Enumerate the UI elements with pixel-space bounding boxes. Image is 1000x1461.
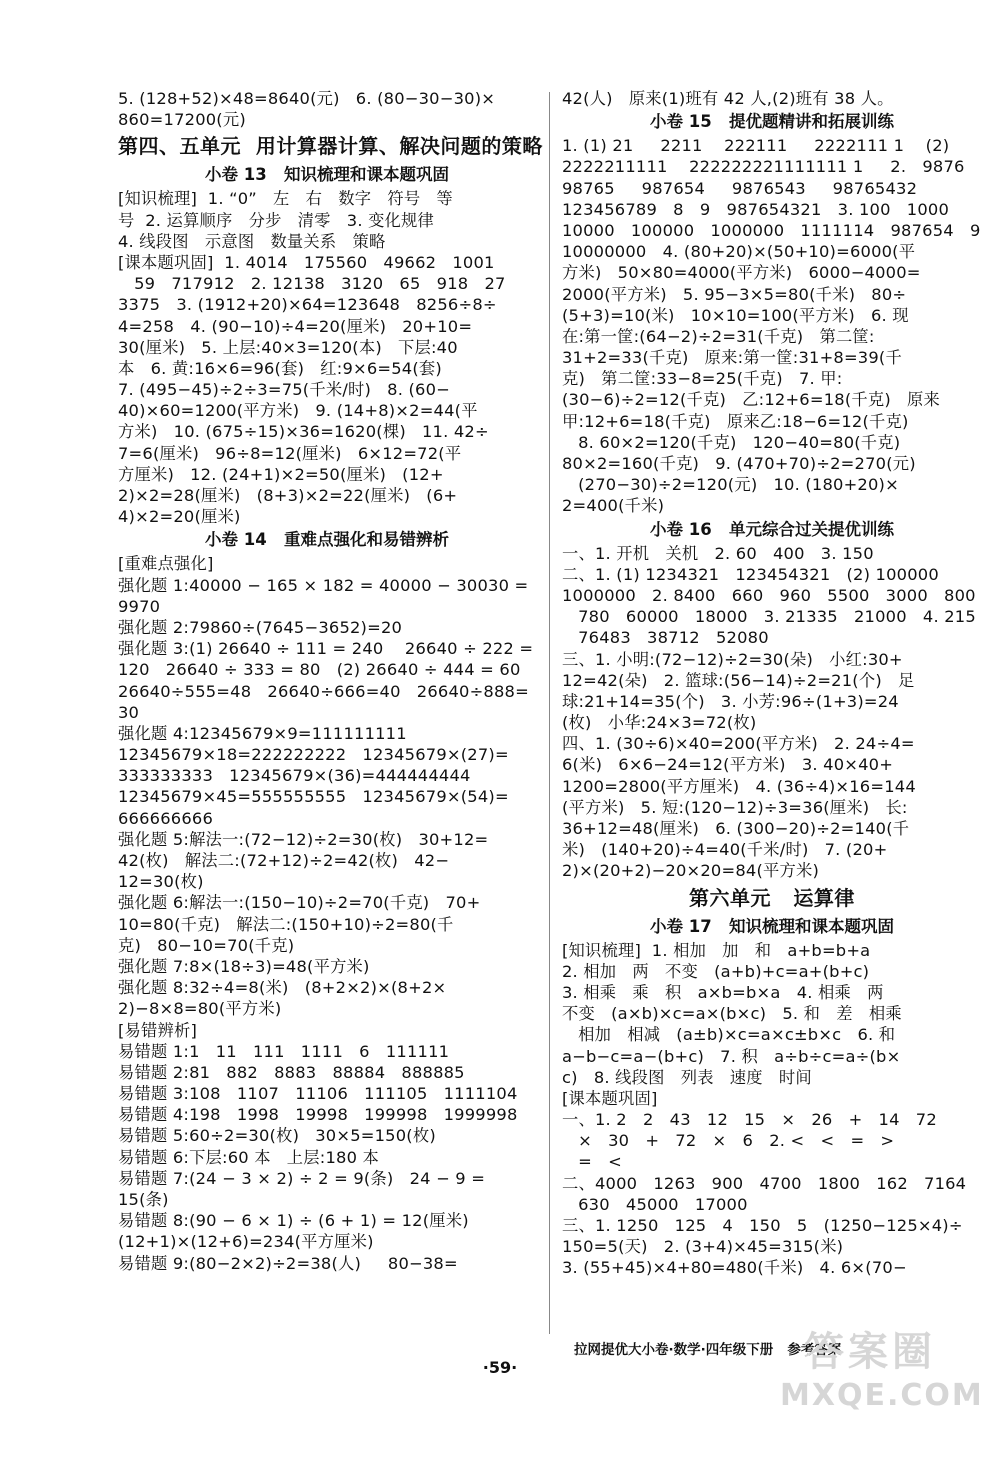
- right-column: [562, 88, 982, 1279]
- answer-line: 3. 相乘 乘 积 a×b=b×a 4. 相乘 两: [562, 982, 884, 1002]
- answer-line: 6(米) 6×6−24=12(平方米) 3. 40×40+: [562, 755, 894, 775]
- answer-line: (12+1)×(12+6)=234(平方厘米): [118, 1232, 374, 1252]
- page-number: ·59·: [482, 1358, 518, 1377]
- answer-line: 强化题 6:解法一:(150−10)÷2=70(千克) 70+: [118, 893, 481, 913]
- answer-line: 12=42(朵) 2. 篮球:(56−14)÷2=21(个) 足: [562, 670, 915, 690]
- answer-line: [知识梳理] 1. 相加 加 和 a+b=b+a: [562, 940, 871, 960]
- answer-line: 强化题 3:(1) 26640 ÷ 111 = 240 26640 ÷ 222 =: [118, 639, 534, 659]
- answer-line: 3375 3. (1912+20)×64=123648 8256÷8÷: [118, 295, 497, 315]
- answer-line: 42(枚) 解法二:(72+12)÷2=42(枚) 42−: [118, 851, 450, 870]
- answer-line: (270−30)÷2=120(元) 10. (180+20)×: [562, 475, 899, 495]
- answer-line: 2222211111 222222221111111 1 2. 9876: [562, 157, 965, 177]
- answer-line: 强化题 4:12345679×9=111111111: [118, 723, 407, 743]
- answer-line: 80×2=160(千克) 9. (470+70)÷2=270(元): [562, 454, 916, 473]
- answer-line: 二、1. (1) 1234321 123454321 (2) 100000: [562, 564, 939, 584]
- answer-line: 2)−8×8=80(平方米): [118, 999, 282, 1019]
- answer-line: 米) (140+20)÷4=40(千米/时) 7. (20+: [562, 840, 888, 860]
- answer-line: (5+3)=10(米) 10×10=100(平方米) 6. 现: [562, 305, 909, 325]
- answer-line: 易错题 9:(80−2×2)÷2=38(人) 80−38=: [118, 1253, 458, 1273]
- answer-line: 易错题 1:1 11 111 1111 6 111111: [118, 1041, 450, 1061]
- answer-line: 5. (128+52)×48=8640(元) 6. (80−30−30)×: [118, 89, 496, 108]
- answer-line: 方厘米) 12. (24+1)×2=50(厘米) (12+: [118, 464, 444, 484]
- answer-line: 15(条): [118, 1190, 169, 1209]
- answer-line: 4=258 4. (90−10)÷4=20(厘米) 20+10=: [118, 316, 473, 336]
- answer-line: a−b−c=a−(b+c) 7. 积 a÷b÷c=a÷(b×: [562, 1046, 901, 1066]
- answer-line: 方米) 10. (675÷15)×36=1620(棵) 11. 42÷: [118, 422, 489, 442]
- answer-line: 10000 100000 1000000 1111114 987654 9: [562, 220, 981, 240]
- answer-line: c) 8. 线段图 列表 速度 时间: [562, 1067, 812, 1087]
- answer-line: 123456789 8 9 987654321 3. 100 1000: [562, 199, 950, 219]
- answer-line: 40)×60=1200(平方米) 9. (14+8)×2=44(平: [118, 401, 478, 421]
- answer-line: 1200=2800(平方厘米) 4. (36÷4)×16=144: [562, 776, 916, 796]
- answer-line: 强化题 1:40000 − 165 × 182 = 40000 − 30030 =: [118, 575, 529, 595]
- answer-line: 30(厘米) 5. 上层:40×3=120(本) 下层:40: [118, 337, 458, 357]
- answer-line: 36+12=48(厘米) 6. (300−20)÷2=140(千: [562, 819, 910, 838]
- answer-line: × 30 + 72 × 6 2. < < = >: [562, 1131, 895, 1151]
- answer-line: 易错题 4:198 1998 19998 199998 1999998: [118, 1105, 518, 1125]
- answer-line: 甲:12+6=18(千克) 原来乙:18−6=12(千克): [562, 411, 909, 431]
- section-heading: 小卷 15 提优题精讲和拓展训练: [650, 112, 894, 132]
- answer-line: 克) 第二筐:33−8=25(千克) 7. 甲:: [562, 369, 843, 389]
- answer-line: 强化题 7:8×(18÷3)=48(平方米): [118, 956, 370, 976]
- answer-line: [重难点强化]: [118, 554, 214, 574]
- answer-line: 2. 相加 两 不变 (a+b)+c=a+(b+c): [562, 961, 870, 981]
- answer-line: 4. 线段图 示意图 数量关系 策略: [118, 231, 386, 251]
- answer-line: 7=6(厘米) 96÷8=12(厘米) 6×12=72(平: [118, 443, 462, 463]
- answer-line: 易错题 5:60÷2=30(枚) 30×5=150(枚): [118, 1126, 436, 1146]
- answer-line: 球:21+14=35(个) 3. 小芳:96÷(1+3)=24: [562, 691, 899, 711]
- answer-line: 3. (55+45)×4+80=480(千米) 4. 6×(70−: [562, 1258, 907, 1278]
- answer-line: 2)×2=28(厘米) (8+3)×2=22(厘米) (6+: [118, 486, 458, 505]
- answer-line: 7. (495−45)÷2÷3=75(千米/时) 8. (60−: [118, 380, 450, 400]
- answer-line: 120 26640 ÷ 333 = 80 (2) 26640 ÷ 444 = 60: [118, 660, 521, 680]
- section-heading: 小卷 14 重难点强化和易错辨析: [205, 530, 449, 550]
- answer-line: 四、1. (30÷6)×40=200(平方米) 2. 24÷4=: [562, 734, 915, 754]
- section-heading: 小卷 17 知识梳理和课本题巩固: [650, 916, 894, 936]
- answer-line: 克) 80−10=70(千克): [118, 935, 295, 955]
- answer-line: [课本题巩固]: [562, 1088, 658, 1108]
- section-heading: 小卷 13 知识梳理和课本题巩固: [205, 165, 449, 185]
- answer-line: 一、1. 开机 关机 2. 60 400 3. 150: [562, 543, 874, 563]
- answer-line: (30−6)÷2=12(千克) 乙:12+6=18(千克) 原来: [562, 390, 940, 410]
- answer-line: 2000(平方米) 5. 95−3×5=80(千米) 80÷: [562, 284, 907, 304]
- answer-line: 易错题 6:下层:60 本 上层:180 本: [118, 1147, 379, 1167]
- answer-line: 1000000 2. 8400 660 960 5500 3000 800: [562, 585, 976, 605]
- answer-line: 12=30(枚): [118, 872, 204, 892]
- unit-heading: 第六单元 运算律: [689, 885, 855, 910]
- answer-line: 4)×2=20(厘米): [118, 507, 241, 527]
- answer-line: 一、1. 2 2 43 12 15 × 26 + 14 72: [562, 1110, 937, 1130]
- answer-line: 42(人) 原来(1)班有 42 人,(2)班有 38 人。: [562, 89, 894, 108]
- answer-line: 三、1. 1250 125 4 150 5 (1250−125×4)÷: [562, 1216, 963, 1235]
- answer-line: 方米) 50×80=4000(平方米) 6000−4000=: [562, 263, 921, 283]
- answer-line: 2)×(20+2)−20×20=84(平方米): [562, 861, 819, 881]
- answer-line: 不变 (a×b)×c=a×(b×c) 5. 和 差 相乘: [562, 1004, 902, 1024]
- answer-line: 12345679×18=222222222 12345679×(27)=: [118, 745, 509, 765]
- answer-line: 12345679×45=555555555 12345679×(54)=: [118, 787, 509, 807]
- answer-line: (枚) 小华:24×3=72(枚): [562, 713, 757, 733]
- answer-line: 强化题 8:32÷4=8(米) (8+2×2)×(8+2×: [118, 978, 447, 998]
- answer-line: 易错题 7:(24 − 3 × 2) ÷ 2 = 9(条) 24 − 9 =: [118, 1168, 486, 1188]
- answer-line: 630 45000 17000: [562, 1194, 748, 1214]
- footer-title: 拉网提优大小卷·数学·四年级下册 参考答案: [574, 1342, 842, 1358]
- answer-line: (平方米) 5. 短:(120−12)÷3=36(厘米) 长:: [562, 797, 908, 817]
- answer-line: 666666666: [118, 808, 214, 828]
- section-heading: 小卷 16 单元综合过关提优训练: [650, 519, 894, 539]
- answer-line: 本 6. 黄:16×6=96(套) 红:9×6=54(套): [118, 358, 442, 378]
- answer-line: 59 717912 2. 12138 3120 65 918 27: [118, 274, 506, 294]
- answer-line: 强化题 2:79860÷(7645−3652)=20: [118, 617, 403, 637]
- answer-line: 780 60000 18000 3. 21335 21000 4. 215: [562, 607, 976, 627]
- answer-line: 333333333 12345679×(36)=444444444: [118, 766, 471, 786]
- column-divider: [549, 92, 550, 1334]
- answer-line: 号 2. 运算顺序 分步 清零 3. 变化规律: [118, 210, 435, 230]
- answer-line: 10000000 4. (80+20)×(50+10)=6000(平: [562, 242, 916, 262]
- answer-line: 9970: [118, 596, 161, 616]
- answer-line: 8. 60×2=120(千克) 120−40=80(千克): [562, 432, 901, 452]
- unit-heading: 第四、五单元 用计算器计算、解决问题的策略: [118, 134, 543, 159]
- answer-line: 31+2=33(千克) 原来:第一筐:31+8=39(千: [562, 348, 902, 368]
- answer-line: 150=5(天) 2. (3+4)×45=315(米): [562, 1237, 844, 1257]
- answer-line: 10=80(千克) 解法二:(150+10)÷2=80(千: [118, 914, 454, 934]
- answer-line: = <: [562, 1152, 622, 1172]
- answer-line: 三、1. 小明:(72−12)÷2=30(朵) 小红:30+: [562, 649, 903, 669]
- answer-line: 26640÷555=48 26640÷666=40 26640÷888=: [118, 681, 529, 701]
- answer-line: 易错题 8:(90 − 6 × 1) ÷ (6 + 1) = 12(厘米): [118, 1211, 469, 1231]
- answer-line: [易错辨析]: [118, 1020, 198, 1040]
- answer-line: 2=400(千米): [562, 496, 665, 516]
- watermark-text-top: 答案圈: [804, 1329, 936, 1375]
- watermark-logo: [780, 1326, 984, 1426]
- answer-line: [课本题巩固] 1. 4014 175560 49662 1001: [118, 252, 495, 272]
- answer-line: 易错题 2:81 882 8883 88884 888885: [118, 1062, 465, 1082]
- answer-line: 860=17200(元): [118, 110, 246, 130]
- answer-line: 相加 相减 (a±b)×c=a×c±b×c 6. 和: [562, 1025, 896, 1045]
- answer-line: 30: [118, 702, 140, 722]
- answer-line: 98765 987654 9876543 98765432: [562, 178, 918, 198]
- watermark-text-bottom: MXQE.COM: [780, 1378, 984, 1413]
- answer-line: 易错题 3:108 1107 11106 111105 1111104: [118, 1084, 518, 1104]
- answer-line: 二、4000 1263 900 4700 1800 162 7164: [562, 1173, 967, 1193]
- answer-line: 76483 38712 52080: [562, 628, 769, 648]
- answer-line: 在:第一筐:(64−2)÷2=31(千克) 第二筐:: [562, 326, 875, 346]
- answer-line: [知识梳理] 1. “0” 左 右 数字 符号 等: [118, 189, 453, 209]
- answer-line: 强化题 5:解法一:(72−12)÷2=30(枚) 30+12=: [118, 829, 489, 849]
- left-column: [118, 88, 543, 1274]
- answer-line: 1. (1) 21 2211 222111 2222111 1 (2): [562, 136, 950, 156]
